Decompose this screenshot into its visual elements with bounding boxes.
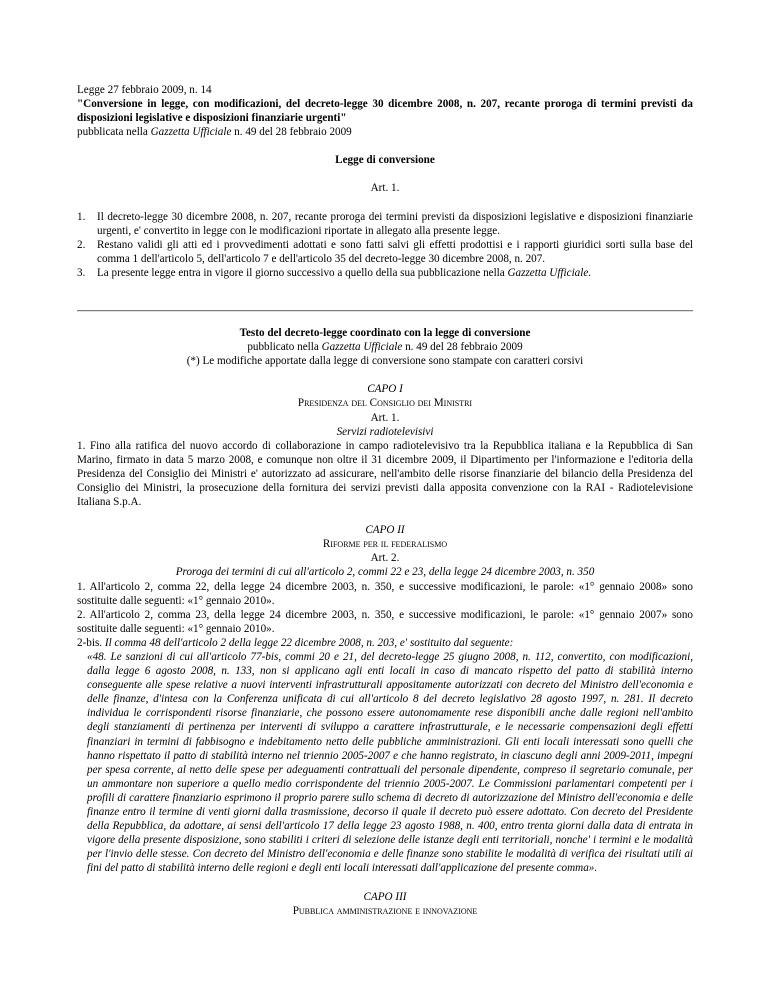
conversion-article-list xyxy=(77,210,693,280)
coordinated-note: (*) Le modifiche apportate dalla legge di conversione sono stampate con caratteri corsivi xyxy=(186,355,584,368)
coordinated-publication: pubblicato nella Gazzetta Ufficiale n. 49 del 28 febbraio 2009 xyxy=(247,341,523,354)
capo-2-title: Riforme per il federalismo xyxy=(322,538,448,551)
law-reference: Legge 27 febbraio 2009, n. 14 xyxy=(77,84,212,96)
capo-2-subject: Proroga dei termini di cui all'articolo 2, commi 22 e 23, della legge 24 dicembre 2003, n. 350 xyxy=(175,566,595,579)
list-item: 3. La presente legge entra in vigore il giorno successivo a quello della sua pubblicazione nella Gazzetta Ufficiale. xyxy=(77,266,592,279)
coordinated-heading: Testo del decreto-legge coordinato con la legge di conversione xyxy=(239,327,531,340)
capo-3-title: Pubblica amministrazione e innovazione xyxy=(292,904,478,917)
publication-line: pubblicata nella Gazzetta Ufficiale n. 49 del 28 febbraio 2009 xyxy=(77,126,352,139)
law-title: "Conversione in legge, con modificazioni, del decreto-legge 30 dicembre 2008, n. 207, recante proroga di termini previsti da disposizioni legislative e disposizioni finanziarie urgenti" xyxy=(77,98,693,125)
capo-2-article: Art. 2. xyxy=(370,552,400,565)
gazette-link-text: Gazzetta Ufficiale xyxy=(150,126,232,139)
capo-2-para-1: 1. All'articolo 2, comma 22, della legge 24 dicembre 2003, n. 350, e successive modificazioni, le parole: «1° gennaio 2008» sono sostituite dalle seguenti: «1° gennaio 2010». xyxy=(77,580,693,607)
capo-3-label: CAPO III xyxy=(363,890,407,903)
capo-1-label: CAPO I xyxy=(367,383,403,396)
conversion-heading: Legge di conversione xyxy=(335,154,435,167)
capo-2-label: CAPO II xyxy=(365,524,405,537)
capo-1-article: Art. 1. xyxy=(370,411,400,424)
capo-2-quote: «48. Le sanzioni di cui all'articolo 77-bis, commi 20 e 21, del decreto-legge 25 giugno 2008, n. 112, convertito, con modificazioni, dalla legge 6 agosto 2008, n. 133, non si applicano agli enti locali in caso di mancato rispetto del patto di stabilità interno conseguente alle spese relative a nuovi interventi infrastrutturali appositamente autorizzati con decreto del Ministro dell'economia e delle finanze, d'intesa con la Conferenza unificata di cui all'articolo 8 del decreto legislativo 28 agosto 1997, n. 281. Il decreto individua le corrispondenti risorse finanziarie, che possono essere autonomamente rese disponibili anche dalle regioni nell'ambito degli stanziamenti di pertinenza per interventi di sviluppo a carattere infrastrutturale, e le necessarie compensazioni degli effetti finanziari in termini di fabbisogno e indebitamento netto delle pubbliche amministrazioni. Gli enti locali interessati sono quelli che hanno rispettato il patto di stabilità interno nel triennio 2005-2007 e che hanno registrato, in ciascuno degli anni 2009-2011, impegni per spesa corrente, al netto delle spese per adeguamenti contrattuali del personale dipendente, compreso il segretario comunale, per un ammontare non superiore a quello medio corrispondente del triennio 2005-2007. Le Commissioni parlamentari competenti per i profili di carattere finanziario esprimono il proprio parere sullo schema di decreto di autorizzazione del Ministro dell'economia e delle finanze entro il termine di venti giorni dalla trasmissione, decorso il quale il decreto può essere adottato. Con decreto del Presidente della Repubblica, da adottare, ai sensi dell'articolo 17 della legge 23 agosto 1988, n. 400, entro trenta giorni dalla data di entrata in vigore della presente disposizione, sono stabiliti i criteri di selezione delle istanze degli enti territoriali, nonche' i termini e le modalità per l'invio delle stesse. Con decreto del Ministro dell'economia e delle finanze sono stabilite le modalità di verifica dei risultati utili ai fini del patto di stabilità interno delle regioni e degli enti locali interessati dall'applicazione del presente comma». xyxy=(87,651,693,875)
capo-1-subject: Servizi radiotelevisivi xyxy=(336,425,434,438)
capo-1-title: Presidenza del Consiglio dei Ministri xyxy=(297,397,473,410)
section-divider xyxy=(77,310,693,312)
list-item: 1. Il decreto-legge 30 dicembre 2008, n. 207, recante proroga dei termini previsti da disposizioni legislative e disposizioni finanziarie urgenti, e' convertito in legge con le modificazioni riportate in allegato alla presente legge. xyxy=(77,210,693,237)
list-item: 2. Restano validi gli atti ed i provvedimenti adottati e sono fatti salvi gli effetti prodottisi e i rapporti giuridici sorti sulla base del comma 1 dell'articolo 5, dell'articolo 7 e dell'articolo 35 del decreto-legge 30 dicembre 2008, n. 207. xyxy=(77,238,693,265)
capo-2-para-2bis: 2-bis. Il comma 48 dell'articolo 2 della legge 22 dicembre 2008, n. 203, e' sostituito dal seguente: xyxy=(77,636,514,649)
document-body xyxy=(77,83,693,918)
capo-2-para-2: 2. All'articolo 2, comma 23, della legge 24 dicembre 2003, n. 350, e successive modificazioni, le parole: «1° gennaio 2007» sono sostituite dalle seguenti: «1° gennaio 2010». xyxy=(77,608,693,635)
capo-1-text: 1. Fino alla ratifica del nuovo accordo di collaborazione in campo radiotelevisivo tra la Repubblica italiana e la Repubblica di San Marino, firmato in data 5 marzo 2008, e comunque non oltre il 31 dicembre 2009, il Dipartimento per l'informazione e l'editoria della Presidenza del Consiglio dei Ministri e' autorizzato ad assicurare, nell'ambito delle risorse finanziarie del bilancio della Presidenza del Consiglio dei Ministri, la prosecuzione della fornitura dei servizi previsti dalla apposita convenzione con la RAI - Radiotelevisione Italiana S.p.A. xyxy=(77,439,693,509)
conversion-article: Art. 1. xyxy=(370,182,400,195)
